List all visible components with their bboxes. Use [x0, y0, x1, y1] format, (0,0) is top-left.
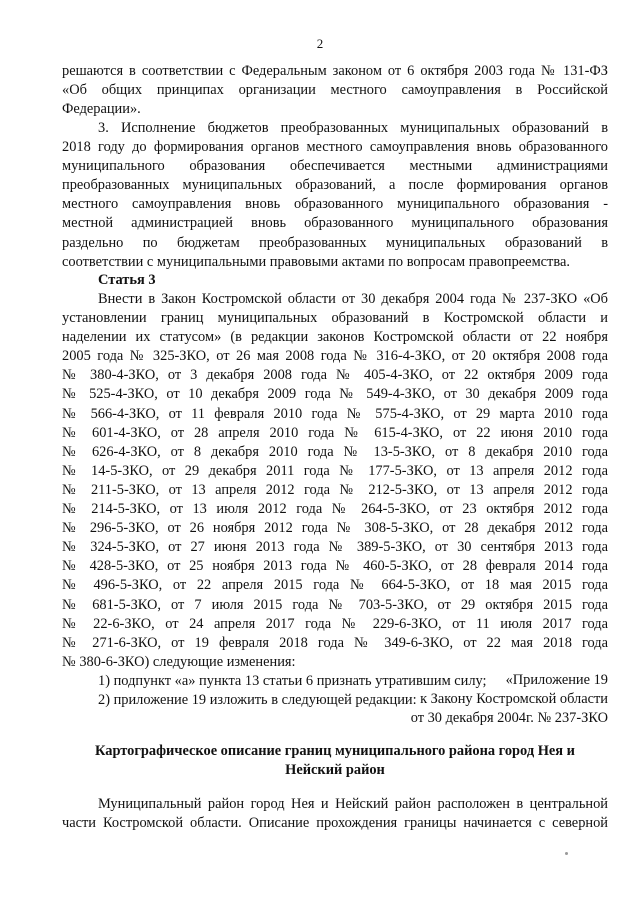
text-line: Федерации».	[62, 101, 141, 118]
article-3-heading	[62, 271, 608, 290]
text-line: № 214-5-ЗКО, от 13 июля 2012 года № 264-5-ЗКО, от 23 октября 2012 года	[62, 501, 608, 518]
appendix-line: от 30 декабря 2004г. № 237-ЗКО	[410, 710, 608, 727]
text-line: решаются в соответствии с Федеральным законом от 6 октября 2003 года № 131-ФЗ	[62, 63, 608, 79]
text-line: 2018 году до формирования органов местного самоуправления вновь образованного	[62, 139, 608, 156]
text-line: наделении их статусом» (в редакции законов Костромской области от 22 ноября	[62, 329, 608, 346]
appendix-header	[411, 671, 608, 728]
paragraph-continuation	[62, 62, 608, 119]
text-line: соответствии с муниципальными правовыми актами по вопросам правопреемства.	[62, 253, 570, 270]
list-item: 2) приложение 19 изложить в следующей редакции:	[98, 691, 417, 708]
text-line: местной администрацией вновь образованного муниципального образования	[62, 215, 608, 232]
text-line: «Об общих принципах организации местного самоуправления в Российской	[62, 82, 608, 99]
text-line: установлении границ муниципальных образований в Костромской области и	[62, 310, 608, 327]
article-3-body	[62, 290, 608, 710]
text-line: № 525-4-ЗКО, от 10 декабря 2009 года № 549-4-ЗКО, от 30 декабря 2009 года	[62, 386, 608, 403]
text-line: № 496-5-ЗКО, от 22 апреля 2015 года № 664-5-ЗКО, от 18 мая 2015 года	[62, 577, 608, 594]
text-line: № 380-4-ЗКО, от 3 декабря 2008 года № 405-4-ЗКО, от 22 октября 2009 года	[62, 367, 608, 384]
text-line: № 211-5-ЗКО, от 13 апреля 2012 года № 212-5-ЗКО, от 13 апреля 2012 года	[62, 481, 608, 498]
paragraph-3	[62, 119, 608, 272]
title-line: Нейский район	[285, 762, 385, 779]
text-line: Муниципальный район город Нея и Нейский район расположен в центральной	[98, 796, 608, 812]
scan-speck	[565, 852, 568, 855]
article-heading: Статья 3	[98, 272, 156, 288]
text-line: преобразованных муниципальных образований, а после формирования органов	[62, 177, 608, 194]
text-line: Внести в Закон Костромской области от 30 декабря 2004 года № 237-ЗКО «Об	[98, 291, 608, 307]
text-line: № 428-5-ЗКО, от 25 ноября 2013 года № 460-5-ЗКО, от 28 февраля 2014 года	[62, 558, 608, 575]
text-line: № 324-5-ЗКО, от 27 июня 2013 года № 389-5-ЗКО, от 30 сентября 2013 года	[62, 539, 608, 556]
appendix-line: «Приложение 19	[505, 672, 608, 688]
text-line: № 626-4-ЗКО, от 8 декабря 2010 года № 13-5-ЗКО, от 8 декабря 2010 года	[62, 443, 608, 460]
text-line: раздельно по бюджетам преобразованных муниципальных образований в	[62, 234, 608, 251]
text-line: муниципального образования обеспечивается местными администрациями	[62, 158, 608, 175]
text-line: 3. Исполнение бюджетов преобразованных муниципальных образований в	[98, 120, 608, 136]
text-line: № 566-4-ЗКО, от 11 февраля 2010 года № 575-4-ЗКО, от 29 марта 2010 года	[62, 405, 608, 422]
section-title	[62, 742, 608, 780]
text-line: части Костромской области. Описание прохождения границы начинается с северной	[62, 815, 608, 832]
text-line: № 681-5-ЗКО, от 7 июля 2015 года № 703-5-ЗКО, от 29 октября 2015 года	[62, 596, 608, 613]
title-line: Картографическое описание границ муниципального района город Нея и	[95, 743, 575, 759]
appendix-line: к Закону Костромской области	[420, 691, 608, 708]
text-line: № 14-5-ЗКО, от 29 декабря 2011 года № 177-5-ЗКО, от 13 апреля 2012 года	[62, 462, 608, 479]
text-line: № 271-6-ЗКО, от 19 февраля 2018 года № 349-6-ЗКО, от 22 мая 2018 года	[62, 634, 608, 651]
text-line: № 601-4-ЗКО, от 28 апреля 2010 года № 615-4-ЗКО, от 22 июня 2010 года	[62, 424, 608, 441]
page-number: 2	[316, 36, 324, 51]
text-line: № 22-6-ЗКО, от 24 апреля 2017 года № 229-6-ЗКО, от 11 июля 2017 года	[62, 615, 608, 632]
text-line: 2005 года № 325-ЗКО, от 26 мая 2008 года № 316-4-ЗКО, от 20 октября 2008 года	[62, 348, 608, 365]
text-line: № 380-6-ЗКО) следующие изменения:	[62, 653, 296, 670]
description-paragraph	[62, 795, 608, 833]
text-line: № 296-5-ЗКО, от 26 ноября 2012 года № 308-5-ЗКО, от 28 декабря 2012 года	[62, 520, 608, 537]
text-line: местного самоуправления вновь образованного муниципального образования -	[62, 196, 608, 213]
list-item: 1) подпункт «а» пункта 13 статьи 6 признать утратившим силу;	[98, 672, 487, 689]
